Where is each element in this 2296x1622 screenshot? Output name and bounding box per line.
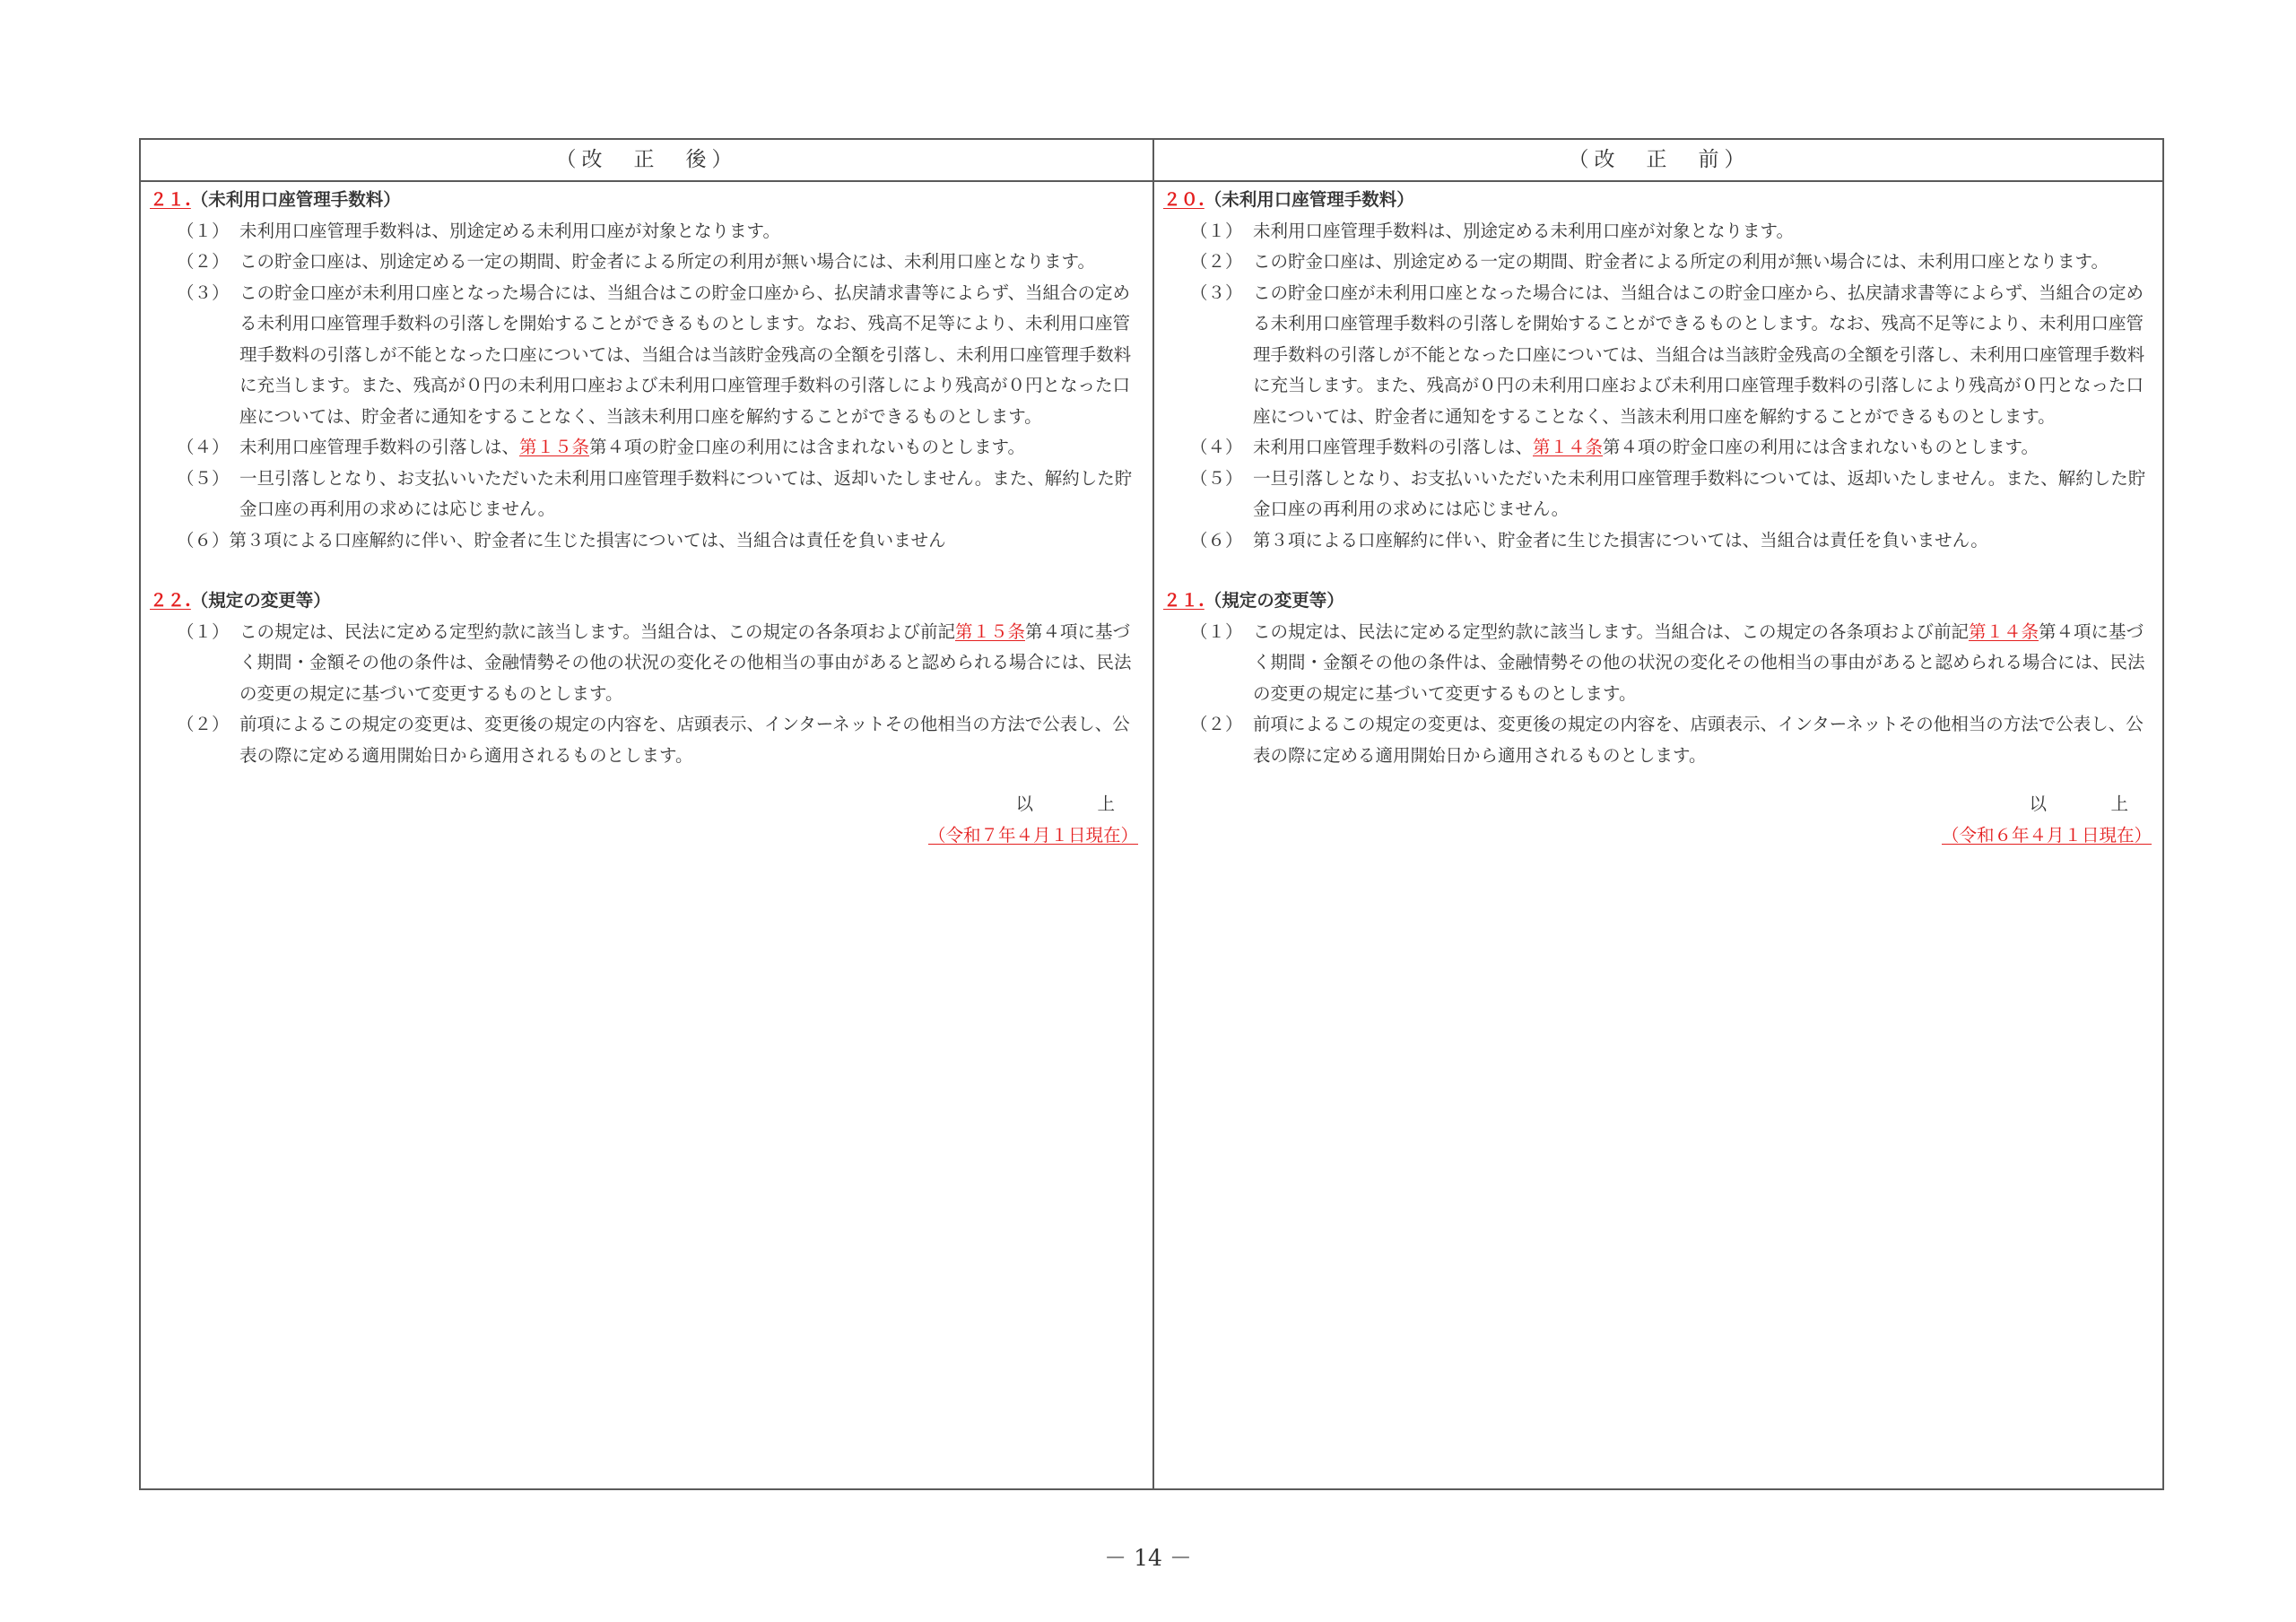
list-item	[150, 432, 1147, 464]
column-before	[1163, 185, 2161, 851]
section-heading: （規定の変更等）	[190, 590, 331, 611]
list-item	[1163, 525, 2161, 557]
closing-mark: 以 上	[1015, 794, 1138, 814]
item-number: （５）	[177, 467, 230, 489]
list-item	[1163, 464, 2161, 525]
item-number: （１）	[1190, 220, 1243, 241]
item-number: （４）	[1190, 437, 1243, 457]
section-heading: （未利用口座管理手数料）	[190, 189, 401, 210]
article-reference: 第１４条	[1533, 437, 1604, 457]
list-item	[150, 617, 1147, 710]
section-number: ２０.	[1163, 189, 1205, 210]
item-number: （２）	[1190, 714, 1243, 734]
item-text: 未利用口座管理手数料は、別途定める未利用口座が対象となります。	[239, 220, 780, 241]
list-item	[150, 247, 1147, 278]
item-number: （６）	[177, 529, 230, 551]
item-text: 第３項による口座解約に伴い、貯金者に生じた損害については、当組合は責任を負いません	[229, 529, 946, 551]
list-item	[1163, 709, 2161, 771]
item-text: この規定は、民法に定める定型約款に該当します。当組合は、この規定の各条項および前記	[1253, 620, 1969, 642]
section-title	[1163, 585, 2161, 617]
item-text: 第４項に基づく期間・金額その他の条件は、金融情勢その他の状況の変化その他相当の事由があると認められる場合には、民法の変更の規定に基づいて変更するものとします。	[239, 620, 1132, 704]
effective-date	[150, 820, 1147, 852]
item-text: 第３項による口座解約に伴い、貯金者に生じた損害については、当組合は責任を負いません。	[1253, 529, 1988, 551]
section-number: ２１.	[150, 189, 191, 210]
article-reference: 第１５条	[954, 620, 1025, 642]
comparison-table	[139, 138, 2164, 1490]
section-title	[150, 185, 1147, 216]
item-number: （１）	[177, 620, 230, 642]
section-title	[150, 585, 1147, 617]
item-number: （１）	[177, 220, 230, 241]
column-after	[150, 185, 1147, 851]
closing-mark: 以 上	[2029, 794, 2152, 814]
header-divider	[141, 180, 2162, 182]
item-text: 前項によるこの規定の変更は、変更後の規定の内容を、店頭表示、インターネットその他相当の方法で公表し、公表の際に定める適用開始日から適用されるものとします。	[239, 714, 1130, 766]
list-item	[1163, 432, 2161, 464]
item-number: （６）	[1190, 529, 1243, 551]
list-item	[150, 709, 1147, 771]
effective-date-text: （令和６年４月１日現在）	[1941, 824, 2152, 846]
article-reference: 第１４条	[1968, 620, 2039, 642]
item-text: 前項によるこの規定の変更は、変更後の規定の内容を、店頭表示、インターネットその他相当の方法で公表し、公表の際に定める適用開始日から適用されるものとします。	[1253, 714, 2144, 766]
item-text: 一旦引落しとなり、お支払いいただいた未利用口座管理手数料については、返却いたしません。また、解約した貯金口座の再利用の求めには応じません。	[239, 467, 1133, 519]
section-number: ２１.	[1163, 590, 1205, 611]
effective-date-text: （令和７年４月１日現在）	[927, 824, 1138, 846]
column-divider	[1152, 140, 1154, 1488]
list-item	[150, 278, 1147, 433]
item-number: （２）	[177, 251, 230, 272]
list-item	[1163, 247, 2161, 278]
header-before-revision: （改 正 前）	[1568, 148, 1751, 171]
list-item	[150, 216, 1147, 247]
item-text: この貯金口座は、別途定める一定の期間、貯金者による所定の利用が無い場合には、未利用口座となります。	[1253, 251, 2109, 272]
list-item	[150, 464, 1147, 525]
list-item	[1163, 278, 2161, 433]
item-text: 第４項の貯金口座の利用には含まれないものとします。	[589, 437, 1025, 457]
section-title	[1163, 185, 2161, 216]
list-item	[1163, 216, 2161, 247]
item-text: 第４項の貯金口座の利用には含まれないものとします。	[1603, 437, 2039, 457]
article-reference: 第１５条	[519, 437, 590, 457]
section-number: ２２.	[150, 590, 191, 611]
item-text: 未利用口座管理手数料は、別途定める未利用口座が対象となります。	[1253, 220, 1794, 241]
section-heading: （未利用口座管理手数料）	[1204, 189, 1414, 210]
item-text: この規定は、民法に定める定型約款に該当します。当組合は、この規定の各条項および前記	[239, 620, 955, 642]
header-after-revision: （改 正 後）	[555, 148, 738, 171]
list-item	[150, 525, 1147, 557]
section-heading: （規定の変更等）	[1204, 590, 1344, 611]
item-text: この貯金口座が未利用口座となった場合には、当組合はこの貯金口座から、払戻請求書等によらず、当組合の定める未利用口座管理手数料の引落しを開始することができるものとします。なお、残高不足等により、未利用口座管理手数料の引落しが不能となった口座については、当組合は当該貯金残高の全額を引落し、未利用口座管理手数料に充当します。また、残高が０円の未利用口座および未利用口座管理手数料の引落しにより残高が０円となった口座については、貯金者に通知をすることなく、当該未利用口座を解約することができるものとします。	[1253, 282, 2145, 427]
page-number: － 14 －	[1104, 1545, 1192, 1571]
item-number: （３）	[177, 282, 230, 303]
item-text: この貯金口座は、別途定める一定の期間、貯金者による所定の利用が無い場合には、未利用口座となります。	[239, 251, 1095, 272]
item-number: （２）	[1190, 251, 1243, 272]
item-text: 未利用口座管理手数料の引落しは、	[1253, 437, 1534, 457]
item-text: 未利用口座管理手数料の引落しは、	[239, 437, 520, 457]
item-number: （３）	[1190, 282, 1243, 303]
item-text: 第４項に基づく期間・金額その他の条件は、金融情勢その他の状況の変化その他相当の事由があると認められる場合には、民法の変更の規定に基づいて変更するものとします。	[1253, 620, 2145, 704]
effective-date	[1163, 820, 2161, 852]
list-item	[1163, 617, 2161, 710]
item-number: （５）	[1190, 467, 1243, 489]
item-text: 一旦引落しとなり、お支払いいただいた未利用口座管理手数料については、返却いたしません。また、解約した貯金口座の再利用の求めには応じません。	[1253, 467, 2146, 519]
item-number: （４）	[177, 437, 230, 457]
item-number: （１）	[1190, 620, 1243, 642]
item-number: （２）	[177, 714, 230, 734]
item-text: この貯金口座が未利用口座となった場合には、当組合はこの貯金口座から、払戻請求書等によらず、当組合の定める未利用口座管理手数料の引落しを開始することができるものとします。なお、残高不足等により、未利用口座管理手数料の引落しが不能となった口座については、当組合は当該貯金残高の全額を引落し、未利用口座管理手数料に充当します。また、残高が０円の未利用口座および未利用口座管理手数料の引落しにより残高が０円となった口座については、貯金者に通知をすることなく、当該未利用口座を解約することができるものとします。	[239, 282, 1132, 427]
